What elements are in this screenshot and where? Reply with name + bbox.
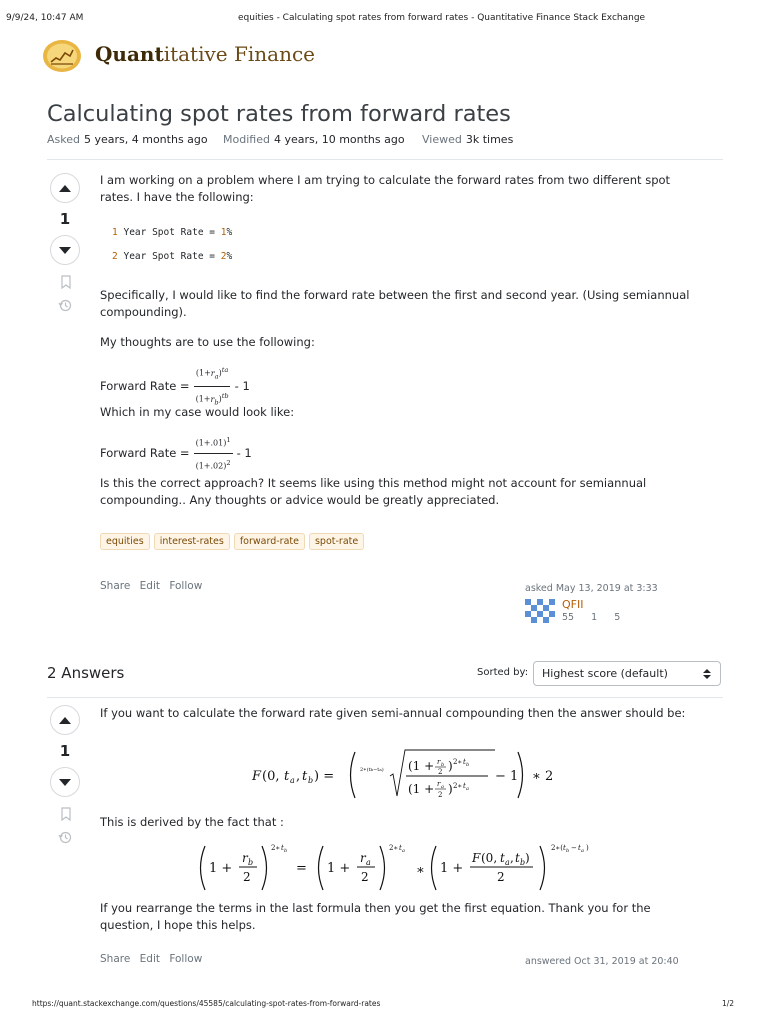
share-link[interactable]: Share: [100, 953, 131, 965]
svg-text:2: 2: [438, 768, 443, 776]
svg-text:r: r: [242, 851, 248, 865]
svg-text:): ): [448, 759, 453, 773]
svg-text:2∗: 2∗: [453, 758, 463, 766]
question-paragraph: Is this the correct approach? It seems like using this method might not account for semiannual compounding.. Any thoughts or advice would be greatly appreciated.: [100, 476, 647, 507]
quantitative-finance-logo[interactable]: [42, 38, 82, 74]
question-paragraph: I am working on a problem where I am trying to calculate the forward rates from two different spot rates. I have the following:: [100, 173, 671, 204]
svg-text:t: t: [515, 851, 520, 865]
svg-text:t: t: [463, 758, 466, 766]
formula-1-fraction: $\frac{(1+r_a)^{ta}}{(1+r_b)^{tb}}$: [194, 362, 231, 412]
svg-text:1 +: 1 +: [327, 861, 351, 876]
identicon-icon: [525, 599, 555, 623]
svg-text:t: t: [563, 844, 566, 852]
sort-label: Sorted by:: [477, 667, 529, 678]
svg-text:−: −: [571, 844, 577, 852]
svg-text:): ): [448, 782, 453, 796]
history-icon: [58, 298, 72, 312]
tag-list: [100, 529, 368, 550]
history-icon: [58, 830, 72, 844]
svg-text:r: r: [360, 851, 366, 865]
formula-1: Forward Rate = $\frac{(1+r_a)^{ta}}{(1+r_b)^{tb}}$ - 1: [100, 362, 700, 412]
svg-text:b: b: [520, 858, 526, 867]
svg-text:(0,: (0,: [481, 851, 498, 865]
user-stats: [562, 612, 620, 623]
svg-text:r: r: [437, 780, 441, 788]
sort-select[interactable]: Highest score (default): [533, 661, 721, 686]
answers-count: 2 Answers: [47, 664, 125, 682]
bookmark-button[interactable]: [59, 274, 73, 293]
answer-bookmark-button[interactable]: [59, 806, 73, 825]
tag-interest-rates[interactable]: interest-rates: [154, 533, 230, 550]
svg-text:b: b: [441, 762, 445, 768]
vote-count: 1: [59, 210, 71, 228]
tag-forward-rate[interactable]: forward-rate: [234, 533, 305, 550]
site-name[interactable]: Quantitative Finance: [95, 42, 315, 66]
svg-text:t: t: [500, 851, 505, 865]
answer-paragraph: If you rearrange the terms in the last formula then you get the first equation. Thank you for the question, I hope this helps.: [100, 901, 651, 932]
svg-text:a: a: [366, 858, 371, 867]
svg-text:b: b: [248, 858, 254, 867]
svg-text:a: a: [290, 776, 295, 785]
user-avatar[interactable]: [525, 599, 555, 623]
answer-vote-count: 1: [59, 742, 71, 760]
asked-stamp: asked May 13, 2019 at 3:33: [525, 583, 658, 594]
svg-text:t: t: [302, 769, 308, 784]
sort-chevron-icon: [703, 669, 711, 679]
arrow-down-icon: [58, 778, 72, 787]
answer-history-button[interactable]: [58, 829, 72, 848]
tag-spot-rate[interactable]: spot-rate: [309, 533, 364, 550]
svg-text:=: =: [296, 861, 307, 876]
svg-text:t: t: [399, 844, 402, 852]
svg-text:b: b: [566, 848, 570, 854]
svg-text:2∗: 2∗: [271, 844, 281, 852]
svg-text:): ): [525, 851, 530, 865]
svg-text:t: t: [284, 769, 290, 784]
svg-text:): ): [586, 844, 589, 852]
svg-text:2∗(tb−ta): 2∗(tb−ta): [360, 767, 384, 773]
svg-text:1 +: 1 +: [209, 861, 233, 876]
answer-equation-1: [250, 744, 570, 806]
follow-link[interactable]: Follow: [169, 953, 203, 965]
svg-text:a: a: [581, 848, 584, 854]
question-paragraph: Specifically, I would like to find the forward rate between the first and second year. (Using semiannual compounding).: [100, 288, 690, 319]
tag-equities[interactable]: equities: [100, 533, 150, 550]
print-page-title: equities - Calculating spot rates from forward rates - Quantitative Finance Stack Exchange: [238, 13, 646, 23]
svg-text:t: t: [281, 844, 284, 852]
svg-text:2: 2: [438, 791, 443, 799]
svg-text:b: b: [466, 762, 470, 768]
svg-text:(1 +: (1 +: [408, 759, 435, 773]
svg-text:F: F: [252, 769, 262, 784]
bronze-badges: 5: [614, 612, 621, 623]
print-datetime: 9/9/24, 10:47 AM: [6, 13, 84, 23]
svg-text:∗: ∗: [416, 863, 425, 878]
svg-text:t: t: [578, 844, 581, 852]
history-button[interactable]: [58, 297, 72, 316]
question-paragraph: Which in my case would look like:: [100, 405, 295, 419]
svg-text:b: b: [308, 776, 314, 785]
share-link[interactable]: Share: [100, 580, 131, 592]
bookmark-icon: [59, 275, 73, 289]
upvote-button[interactable]: [50, 173, 80, 203]
code-line-1: 1 Year Spot Rate = 1%: [112, 227, 233, 238]
answer-downvote-button[interactable]: [50, 767, 80, 797]
silver-badges: 1: [591, 612, 598, 623]
svg-text:,: ,: [510, 851, 514, 865]
asked-meta: Asked 5 years, 4 months ago: [47, 133, 208, 146]
arrow-up-icon: [58, 184, 72, 193]
answer-upvote-button[interactable]: [50, 705, 80, 735]
svg-text:1 +: 1 +: [440, 861, 464, 876]
answer-paragraph: This is derived by the fact that :: [100, 815, 284, 829]
code-line-2: 2 Year Spot Rate = 2%: [112, 251, 233, 262]
svg-text:t: t: [463, 782, 466, 790]
svg-text:) =: ) =: [314, 769, 335, 784]
svg-text:2: 2: [497, 870, 505, 884]
svg-text:(1 +: (1 +: [408, 782, 435, 796]
svg-text:r: r: [437, 758, 441, 766]
bookmark-icon: [59, 807, 73, 821]
svg-text:a: a: [441, 784, 444, 790]
question-title[interactable]: Calculating spot rates from forward rates: [47, 101, 511, 127]
edit-link[interactable]: Edit: [139, 580, 160, 592]
modified-meta: Modified 4 years, 10 months ago: [223, 133, 405, 146]
svg-text:b: b: [284, 848, 288, 854]
arrow-down-icon: [58, 246, 72, 255]
answer-paragraph: If you want to calculate the forward rate given semi-annual compounding then the answer should be:: [100, 706, 686, 720]
answer-actions: [100, 953, 202, 965]
svg-text:∗ 2: ∗ 2: [532, 769, 554, 784]
formula-2-fraction: $\frac{(1+.01)^1}{(1+.02)^2}$: [194, 432, 233, 474]
user-name[interactable]: QFII: [562, 598, 584, 611]
svg-text:2: 2: [361, 870, 369, 884]
svg-text:(0,: (0,: [262, 769, 280, 784]
svg-text:2∗: 2∗: [453, 782, 463, 790]
downvote-button[interactable]: [50, 235, 80, 265]
formula-2: Forward Rate = $\frac{(1+.01)^1}{(1+.02)^2}$ - 1: [100, 432, 700, 474]
arrow-up-icon: [58, 716, 72, 725]
print-url: https://quant.stackexchange.com/questions/45585/calculating-spot-rates-from-forward-rates: [32, 999, 381, 1008]
svg-text:a: a: [466, 786, 469, 792]
reputation: 55: [562, 612, 575, 623]
edit-link[interactable]: Edit: [139, 953, 160, 965]
answer-equation-2: [195, 838, 620, 894]
svg-text:F: F: [472, 851, 481, 865]
viewed-meta: Viewed 3k times: [422, 133, 514, 146]
print-page-number: 1/2: [722, 999, 735, 1008]
svg-text:2∗: 2∗: [389, 844, 399, 852]
svg-text:2∗(: 2∗(: [551, 844, 563, 852]
question-actions: [100, 580, 202, 592]
divider: [47, 697, 723, 698]
follow-link[interactable]: Follow: [169, 580, 203, 592]
svg-text:a: a: [402, 848, 405, 854]
svg-text:,: ,: [296, 769, 301, 784]
question-paragraph: My thoughts are to use the following:: [100, 335, 315, 349]
svg-text:− 1: − 1: [495, 769, 519, 784]
divider: [47, 159, 723, 160]
svg-text:a: a: [505, 858, 510, 867]
answered-stamp: answered Oct 31, 2019 at 20:40: [525, 956, 679, 967]
svg-text:2: 2: [243, 870, 251, 884]
